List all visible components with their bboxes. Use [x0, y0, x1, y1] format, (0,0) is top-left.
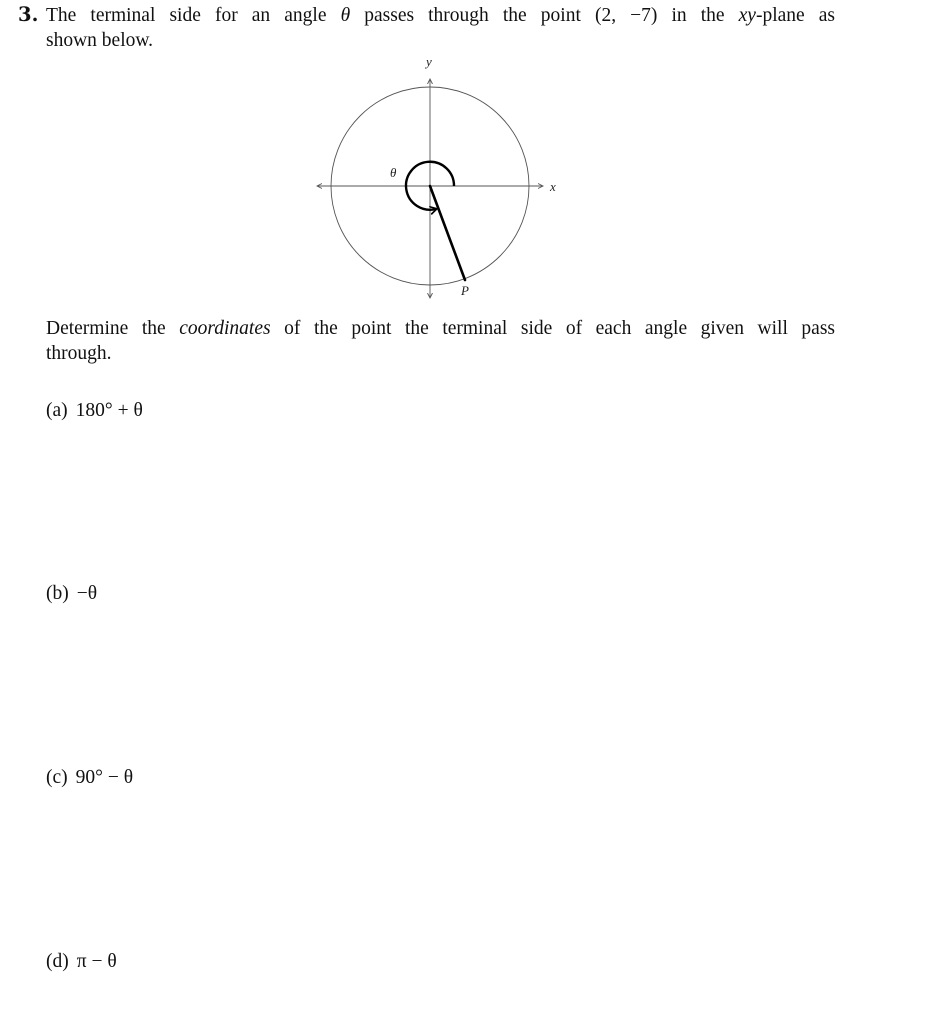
instruction-emphasis: coordinates	[179, 318, 271, 339]
point-p-label: P	[461, 283, 469, 298]
theta-label: θ	[390, 165, 397, 180]
problem-text-a: The terminal side for an angle	[46, 5, 341, 26]
part-d	[46, 949, 117, 974]
part-b	[46, 581, 97, 606]
angle-diagram-svg	[300, 50, 580, 310]
terminal-side	[430, 186, 465, 280]
problem-statement-line-2: shown below.	[46, 30, 154, 51]
part-b-label: (b)	[46, 583, 69, 604]
instruction-line-2: through.	[46, 343, 112, 364]
problem-text-b: passes through the point (2, −7) in the	[350, 5, 739, 26]
part-b-expression: −θ	[76, 583, 98, 604]
x-axis-label: x	[550, 179, 556, 194]
part-d-expression: π − θ	[76, 951, 117, 972]
part-a	[46, 398, 143, 423]
part-c	[46, 765, 133, 790]
problem-statement-line-1	[46, 3, 835, 28]
problem-number: 3.	[18, 3, 39, 26]
part-c-label: (c)	[46, 767, 68, 788]
angle-diagram	[300, 50, 580, 310]
theta-symbol: θ	[340, 5, 351, 26]
instruction-line-1	[46, 316, 835, 341]
y-axis-label: y	[426, 54, 432, 69]
instruction-text-b: of the point the terminal side of each angle given will pass	[270, 318, 835, 339]
problem-statement	[46, 3, 835, 53]
part-d-label: (d)	[46, 951, 69, 972]
problem-text-c: -plane as	[755, 5, 835, 26]
part-c-expression: 90° − θ	[75, 767, 134, 788]
part-a-expression: 180° + θ	[75, 400, 143, 421]
instruction-text-a: Determine the	[46, 318, 180, 339]
instruction	[46, 316, 835, 366]
xy-symbol: xy	[738, 5, 756, 26]
part-a-label: (a)	[46, 400, 68, 421]
